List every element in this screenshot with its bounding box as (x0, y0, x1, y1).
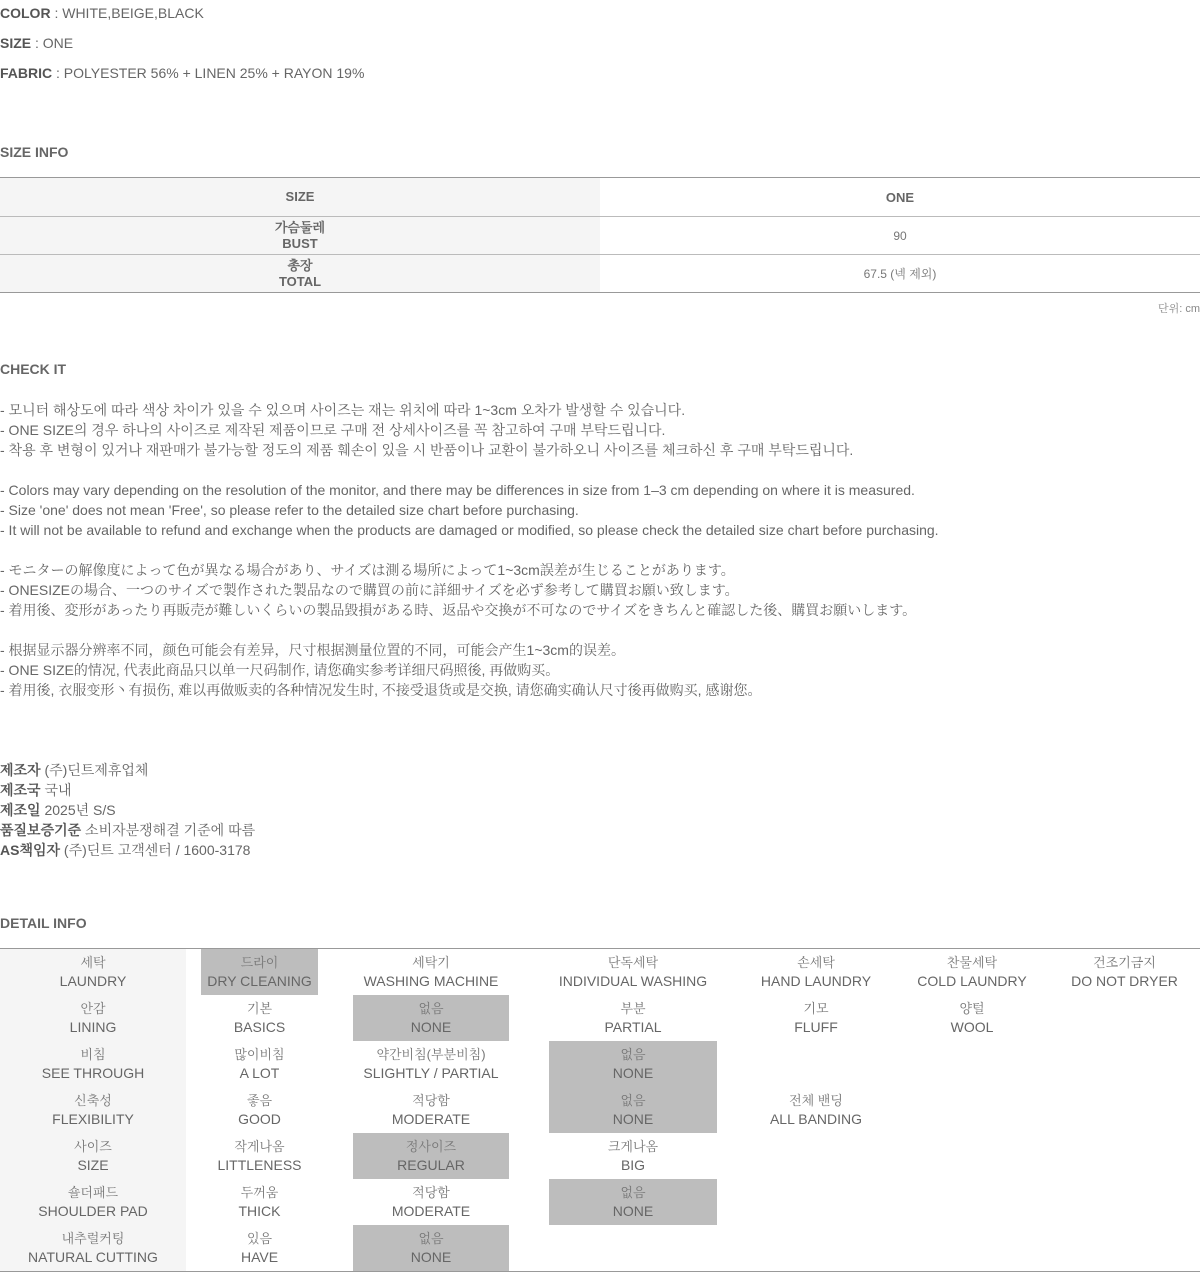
size-header-label: SIZE (0, 178, 600, 216)
detail-label-en: SIZE (77, 1157, 109, 1173)
color-value: : WHITE,BEIGE,BLACK (50, 5, 204, 21)
note-ja-2: - ONESIZEの場合、一つのサイズで製作された製品なので購買の前に詳細サイズを必ず参考して購買お願い致します。 (0, 582, 739, 598)
maker-label: 제조자 (0, 762, 41, 778)
detail-label-en: FLEXIBILITY (52, 1111, 134, 1127)
maker-label: AS책임자 (0, 842, 61, 858)
detail-option-en: NONE (410, 1249, 452, 1265)
detail-option-ko: 없음 (418, 1231, 444, 1246)
detail-option (735, 949, 897, 995)
color-spec (0, 5, 204, 21)
size-row-value: 90 (893, 228, 907, 243)
detail-label-cell (0, 1087, 186, 1133)
detail-option-en: NONE (410, 1019, 452, 1035)
detail-label-cell (0, 1225, 186, 1271)
detail-option-ko: 크게나옴 (607, 1139, 659, 1154)
detail-option-en: BASICS (233, 1019, 286, 1035)
note-zh-3: - 着用後, 衣服变形丶有损伤, 难以再做贩卖的各种情况发生时, 不接受退货或是交换, 请您确实确认尺寸後再做购买, 感谢您。 (0, 682, 762, 698)
detail-option-en: WOOL (950, 1019, 994, 1035)
detail-row-label (0, 1225, 186, 1271)
note-ko-2: - ONE SIZE의 경우 하나의 사이즈로 제작된 제품이므로 구매 전 상세사이즈를 꼭 참고하여 구매 부탁드립니다. (0, 422, 666, 438)
detail-option-ko: 약간비침(부분비침) (376, 1047, 486, 1062)
detail-row (0, 1179, 1200, 1225)
detail-option (735, 995, 897, 1041)
detail-option-ko: 손세탁 (797, 955, 835, 970)
detail-row (0, 1225, 1200, 1271)
detail-option-en: WASHING MACHINE (363, 973, 499, 989)
detail-label-cell (0, 1133, 186, 1179)
detail-row (0, 1041, 1200, 1087)
detail-option-ko: 작게나옴 (234, 1139, 285, 1154)
note-en-2: - Size 'one' does not mean 'Free', so please refer to the detailed size chart before purchasing. (0, 502, 579, 518)
maker-row (0, 840, 255, 860)
detail-option-ko: 전체 밴딩 (789, 1093, 843, 1108)
detail-option-ko: 많이비침 (234, 1047, 285, 1062)
detail-option-en: DRY CLEANING (207, 973, 312, 989)
detail-option-ko: 두꺼움 (240, 1185, 279, 1200)
size-header-value: ONE (885, 189, 915, 205)
detail-label-en: NATURAL CUTTING (28, 1249, 158, 1265)
fabric-spec (0, 65, 364, 81)
detail-option (353, 1087, 509, 1133)
detail-option (201, 1133, 318, 1179)
size-info-title: SIZE INFO (0, 144, 69, 160)
detail-option-en: THICK (238, 1203, 281, 1219)
detail-option-ko: 없음 (418, 1001, 444, 1016)
detail-option-en: REGULAR (397, 1157, 465, 1173)
detail-option-en: PARTIAL (604, 1019, 662, 1035)
detail-row-label (0, 1179, 186, 1225)
maker-label: 제조일 (0, 802, 41, 818)
detail-row-label (0, 1133, 186, 1179)
detail-option-en: NONE (612, 1203, 654, 1219)
detail-row (0, 1087, 1200, 1133)
maker-row (0, 800, 255, 820)
detail-info-title: DETAIL INFO (0, 915, 87, 931)
detail-option-ko: 양털 (959, 1001, 985, 1016)
note-ja-3: - 着用後、変形があったり再販売が難しいくらいの製品毀損がある時、返品や交換が不可なのでサイズをきちんと確認した後、購買お願いします。 (0, 602, 917, 618)
detail-option (353, 949, 509, 995)
size-label: SIZE (0, 35, 32, 51)
detail-row-label (0, 1041, 186, 1087)
size-table (0, 177, 1200, 293)
size-row-value: 67.5 (넥 제외) (863, 267, 937, 281)
note-en-1: - Colors may vary depending on the resolution of the monitor, and there may be differences in size from 1–3 cm depending on where it is measured. (0, 482, 915, 498)
detail-option (1049, 949, 1200, 995)
size-table-header (0, 178, 1200, 216)
detail-option-ko: 드라이 (240, 955, 279, 970)
detail-option (897, 995, 1047, 1041)
size-row-label (0, 217, 600, 254)
detail-label-en: LINING (69, 1019, 117, 1035)
detail-option-en: GOOD (238, 1111, 281, 1127)
maker-label: 품질보증기준 (0, 822, 82, 838)
maker-row (0, 780, 255, 800)
note-zh-2: - ONE SIZE的情况, 代表此商品只以单一尺码制作, 请您确实参考详细尺码照後, 再做购买。 (0, 662, 560, 678)
detail-label-en: SHOULDER PAD (38, 1203, 148, 1219)
detail-option (201, 1225, 318, 1271)
detail-option-ko: 없음 (620, 1185, 646, 1200)
detail-option-ko: 찬물세탁 (946, 955, 998, 970)
detail-label-cell (0, 949, 186, 995)
detail-option-en: INDIVIDUAL WASHING (558, 973, 708, 989)
detail-option-en: COLD LAUNDRY (917, 973, 1027, 989)
detail-option (549, 995, 717, 1041)
detail-option (201, 1087, 318, 1133)
detail-label-ko: 비침 (80, 1047, 106, 1062)
detail-option-ko: 부분 (620, 1001, 646, 1016)
maker-row (0, 820, 255, 840)
detail-label-cell (0, 1179, 186, 1225)
detail-table (0, 948, 1200, 1272)
size-row-label-ko: 가슴둘레 (274, 219, 326, 235)
detail-option (353, 1041, 509, 1087)
size-row-label (0, 255, 600, 292)
check-it-notes (0, 400, 939, 700)
detail-label-ko: 세탁 (80, 955, 106, 970)
detail-option-selected (353, 1225, 509, 1271)
detail-row (0, 995, 1200, 1041)
detail-option-ko: 기모 (803, 1001, 829, 1016)
detail-option (201, 1041, 318, 1087)
detail-option (353, 1179, 509, 1225)
detail-option-ko: 세탁기 (412, 955, 450, 970)
detail-option-ko: 적당함 (412, 1093, 450, 1108)
fabric-value: : POLYESTER 56% + LINEN 25% + RAYON 19% (52, 65, 365, 81)
note-ko-3: - 착용 후 변형이 있거나 재판매가 불가능할 정도의 제품 훼손이 있을 시 반품이나 교환이 불가하오니 사이즈를 체크하신 후 구매 부탁드립니다. (0, 442, 854, 458)
color-label: COLOR (0, 5, 51, 21)
maker-label: 제조국 (0, 782, 41, 798)
detail-label-en: SEE THROUGH (41, 1065, 145, 1081)
maker-value: (주)딘트 고객센터 / 1600-3178 (60, 842, 251, 858)
detail-option-ko: 없음 (620, 1093, 646, 1108)
detail-option-en: ALL BANDING (769, 1111, 863, 1127)
detail-option-ko: 좋음 (246, 1093, 273, 1108)
detail-option-selected (201, 949, 318, 995)
detail-option-ko: 적당함 (412, 1185, 450, 1200)
detail-label-ko: 사이즈 (74, 1139, 112, 1154)
maker-info (0, 760, 255, 860)
detail-option (897, 949, 1047, 995)
size-row-label-en: BUST (282, 235, 318, 251)
detail-option-en: MODERATE (391, 1203, 471, 1219)
detail-row (0, 1133, 1200, 1179)
detail-label-ko: 신축성 (74, 1093, 112, 1108)
detail-option-en: NONE (612, 1065, 654, 1081)
unit-note: 단위: cm (1157, 303, 1200, 315)
maker-value: 소비자분쟁해결 기준에 따름 (81, 822, 256, 838)
size-value: : ONE (31, 35, 74, 51)
check-it-title: CHECK IT (0, 361, 67, 377)
detail-option (549, 949, 717, 995)
detail-option-selected (353, 1133, 509, 1179)
detail-option-ko: 없음 (620, 1047, 646, 1062)
detail-label-cell (0, 1041, 186, 1087)
detail-option-en: SLIGHTLY / PARTIAL (363, 1065, 499, 1081)
detail-label-cell (0, 995, 186, 1041)
detail-option (201, 995, 318, 1041)
maker-value: (주)딘트제휴업체 (40, 762, 149, 778)
note-ja-1: - モニターの解像度によって色が異なる場合があり、サイズは測る場所によって1~3cm誤差が生じることがあります。 (0, 562, 735, 578)
detail-option-ko: 단독세탁 (607, 955, 659, 970)
note-en-3: - It will not be available to refund and exchange when the products are damaged or modified, so please check the detailed size chart before purchasing. (0, 522, 939, 538)
size-row-label-ko: 총장 (287, 257, 313, 273)
detail-option-ko: 정사이즈 (405, 1139, 457, 1154)
detail-row (0, 949, 1200, 995)
size-row-total (0, 254, 1200, 292)
maker-value: 2025년 S/S (40, 802, 116, 818)
detail-option-en: DO NOT DRYER (1071, 973, 1178, 989)
detail-option (201, 1179, 318, 1225)
detail-option-en: BIG (620, 1157, 646, 1173)
fabric-label: FABRIC (0, 65, 53, 81)
detail-option-selected (549, 1179, 717, 1225)
size-row-bust (0, 216, 1200, 254)
maker-row (0, 760, 255, 780)
detail-option-en: HAVE (240, 1249, 279, 1265)
detail-label-en: LAUNDRY (59, 973, 127, 989)
detail-row-label (0, 1087, 186, 1133)
detail-option-selected (353, 995, 509, 1041)
detail-option (549, 1133, 717, 1179)
detail-label-ko: 안감 (80, 1001, 106, 1016)
detail-row-label (0, 995, 186, 1041)
detail-label-ko: 숄더패드 (67, 1185, 119, 1200)
detail-option-ko: 건조기금지 (1093, 955, 1156, 970)
detail-option-en: NONE (612, 1111, 654, 1127)
size-row-label-en: TOTAL (278, 273, 322, 289)
detail-row-label (0, 949, 186, 995)
detail-option-ko: 있음 (246, 1231, 273, 1246)
detail-option (735, 1087, 897, 1133)
maker-value: 국내 (40, 782, 72, 798)
detail-option-ko: 기본 (246, 1001, 273, 1016)
detail-option-en: FLUFF (794, 1019, 838, 1035)
detail-option-selected (549, 1041, 717, 1087)
note-ko-1: - 모니터 해상도에 따라 색상 차이가 있을 수 있으며 사이즈는 재는 위치에 따라 1~3cm 오차가 발생할 수 있습니다. (0, 402, 686, 418)
detail-option-en: LITTLENESS (217, 1157, 302, 1173)
detail-label-ko: 내추럴커팅 (61, 1231, 125, 1246)
detail-option-en: MODERATE (391, 1111, 471, 1127)
detail-option-en: A LOT (239, 1065, 280, 1081)
size-spec (0, 35, 73, 51)
detail-option-en: HAND LAUNDRY (760, 973, 872, 989)
note-zh-1: - 根据显示器分辨率不同，颜色可能会有差异，尺寸根据测量位置的不同，可能会产生1~3cm的误差。 (0, 642, 625, 658)
detail-option-selected (549, 1087, 717, 1133)
